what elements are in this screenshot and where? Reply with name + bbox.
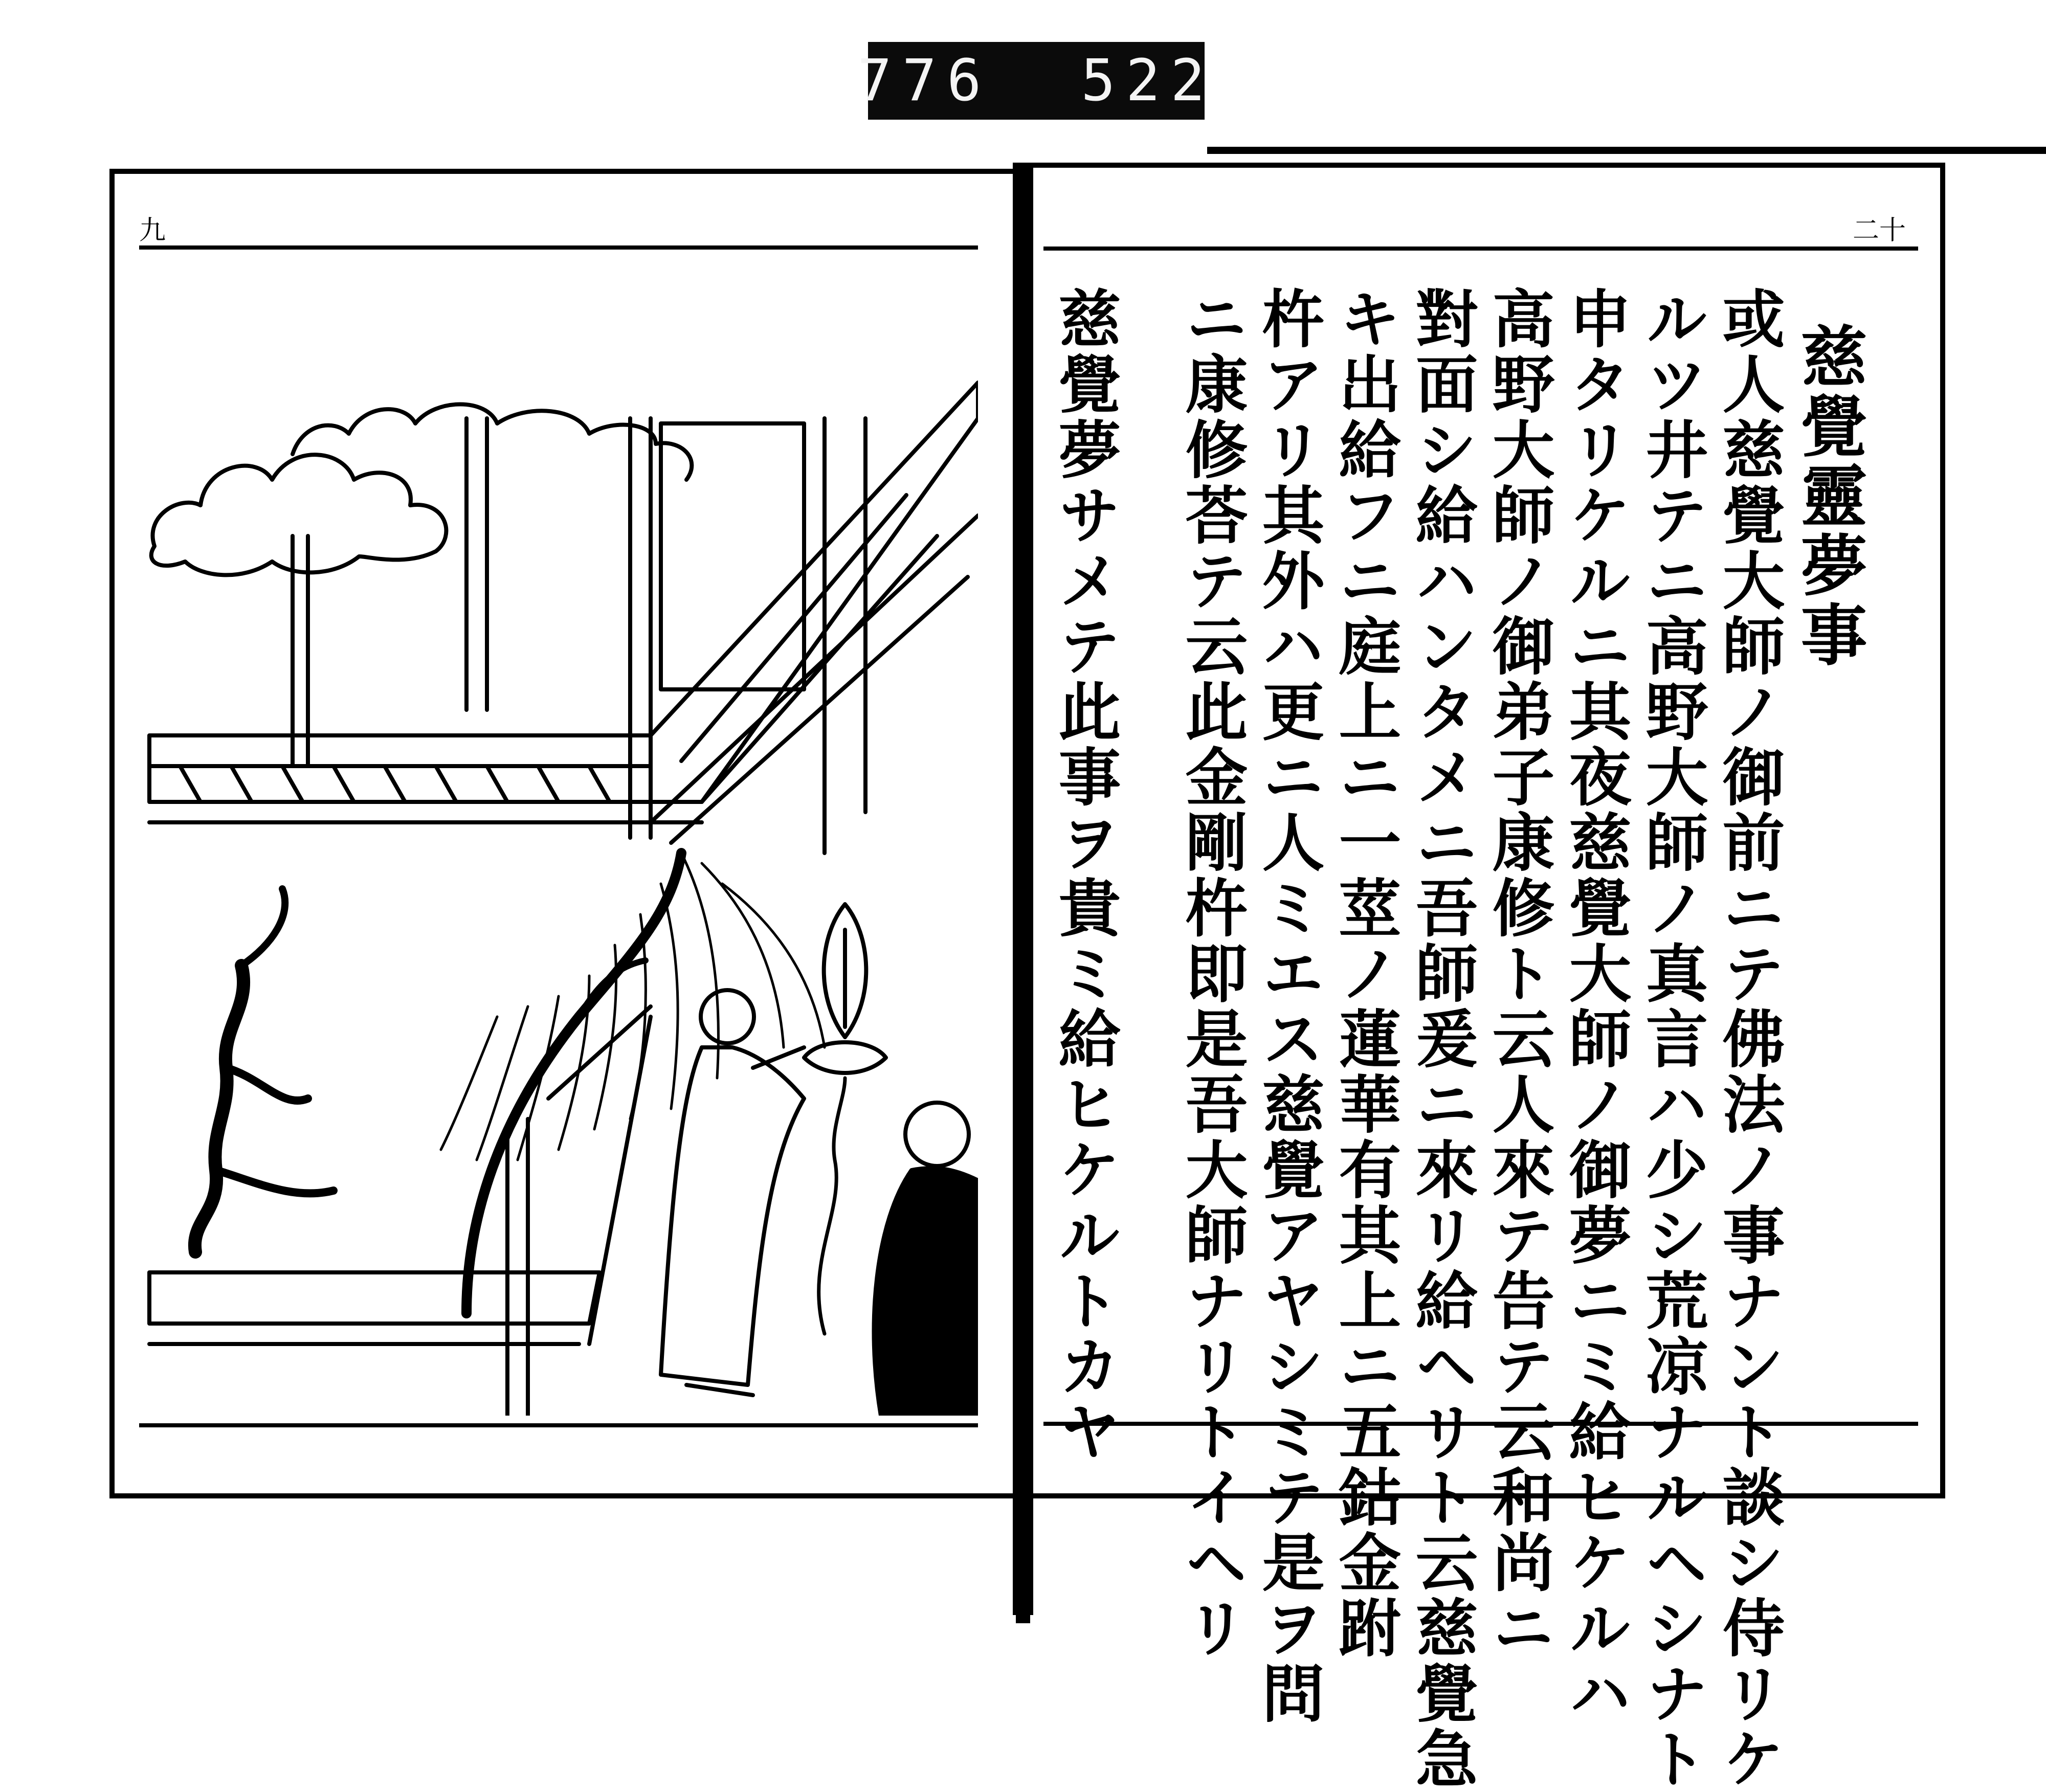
cloud-icon	[151, 455, 447, 575]
title-column: 慈覺靈夢事	[1790, 322, 1868, 670]
right-page-number: 二十	[1853, 215, 1906, 246]
spine-shadow	[1016, 1483, 1030, 1623]
text-column: 慈覺夢サメテ此事ヲ貴ミ給ヒケルトカヤ	[1048, 286, 1122, 1465]
text-column: 高野大師ノ御弟子康修ト云人來テ告テ云和尚ニ	[1482, 286, 1555, 1661]
text-column: 或人慈覺大師ノ御前ニテ佛法ノ事ナント談シ侍リケ	[1712, 286, 1786, 1792]
text-column: 申タリケルニ其夜慈覺大師ノ御夢ニミ給ヒケルハ	[1559, 286, 1632, 1727]
text-column: キ出給フニ庭上ニ一莖ノ蓮華有其上ニ五鈷金跗	[1328, 286, 1402, 1661]
book-spine	[1013, 163, 1033, 1615]
text-column: 杵アリ其外ハ更ニ人ミエス慈覺アヤシミテ是ヲ問	[1252, 286, 1325, 1727]
archive-number: 776 522	[857, 48, 1215, 114]
text-block	[1043, 286, 1918, 1792]
woodblock-illustration	[139, 250, 978, 1416]
text-column: ニ康修荅テ云此金剛杵即是吾大師ナリトイヘリ	[1175, 286, 1249, 1661]
left-page-number: 九	[139, 215, 166, 246]
text-column: 對面シ給ハンタメニ吾師爰ニ來リ給ヘリト云慈覺急	[1405, 286, 1479, 1792]
text-column: ルツ井テニ高野大師ノ真言ハ少シ荒凉ナルヘシナト	[1635, 286, 1709, 1792]
